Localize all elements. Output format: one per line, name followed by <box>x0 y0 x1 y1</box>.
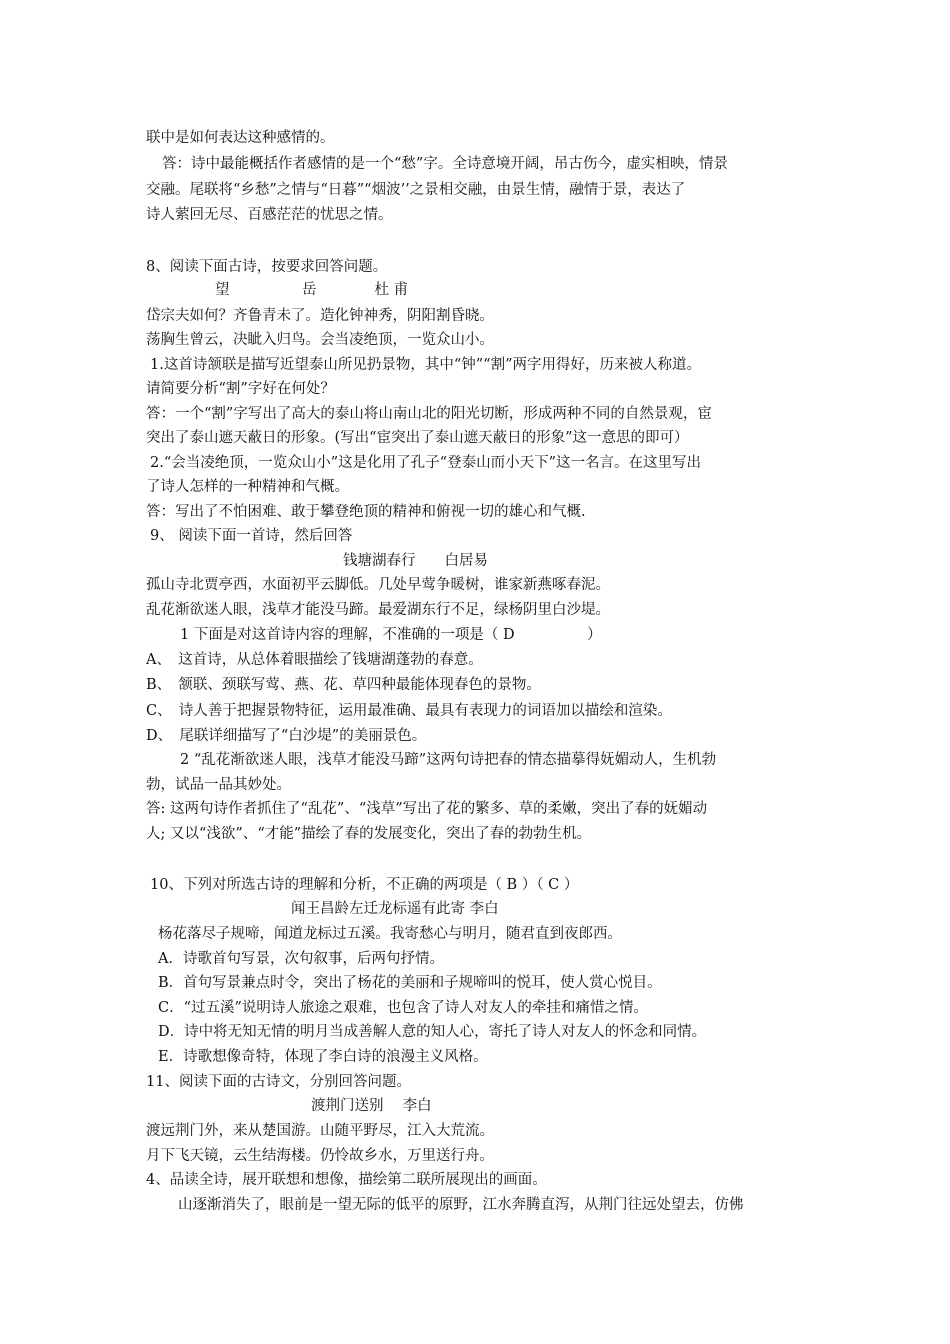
text-line: 人; 又以“浅欲”、“才能”描绘了春的发展变化，突出了春的勃勃生机。 <box>146 826 592 842</box>
sub-question: 2.“会当凌绝顶，一览众山小”这是化用了孔子“登泰山而小天下”这一名言。在这里写出 <box>150 455 701 471</box>
text-line: 请简要分析“割”字好在何处？ <box>146 381 335 397</box>
text-line: 突出了泰山遮天蔽日的形象。(写出“宦突出了泰山遮天蔽日的形象”这一意思的即可） <box>146 430 689 446</box>
option-b: B．首句写景兼点时令，突出了杨花的美丽和子规啼叫的悦耳，使人赏心悦目。 <box>158 975 662 991</box>
poem-line: 月下飞天镜，云生结海楼。仍怜故乡水，万里送行舟。 <box>146 1148 494 1164</box>
answer-line: 答：诗中最能概括作者感情的是一个“愁”字。全诗意境开阔，吊古伤今，虚实相映，情景 <box>162 156 728 172</box>
poem-line: 岱宗夫如何？齐鲁青未了。造化钟神秀，阴阳割昏晓。 <box>146 308 494 324</box>
option-e: E．诗歌想像奇特，体现了李白诗的浪漫主义风格。 <box>158 1049 488 1065</box>
poem-line: 杨花落尽子规啼，闻道龙标过五溪。我寄愁心与明月，随君直到夜郎西。 <box>158 926 622 942</box>
answer-line: 答：写出了不怕困难、敢于攀登绝顶的精神和俯视一切的雄心和气概. <box>146 504 586 520</box>
question-heading: 8、阅读下面古诗，按要求回答问题。 <box>146 259 388 275</box>
poem-line: 渡远荆门外，来从楚国游。山随平野尽，江入大荒流。 <box>146 1123 494 1139</box>
answer-line: 答: 这两句诗作者抓住了“乱花”、“浅草”写出了花的繁多、草的柔嫩，突出了春的妩媚动 <box>146 801 708 817</box>
question-heading: 9、 阅读下面一首诗，然后回答 <box>150 528 353 544</box>
option-d: D、 尾联详细描写了“白沙堤”的美丽景色。 <box>146 728 427 744</box>
question-heading: 10、下列对所选古诗的理解和分析，不正确的两项是（ B ）（ C ） <box>150 877 579 893</box>
option-a: A、 这首诗，从总体着眼描绘了钱塘湖蓬勃的春意。 <box>146 652 483 668</box>
option-c: C、 诗人善于把握景物特征，运用最准确、最具有表现力的词语加以描绘和渲染。 <box>146 703 672 719</box>
poem-title: 闻王昌龄左迁龙标遥有此寄 李白 <box>291 901 499 917</box>
text-line: 交融。尾联将“乡愁”之情与“日暮”“烟波’’之景相交融，由景生情，融情于景，表达了 <box>146 182 686 198</box>
option-a: A．诗歌首句写景，次句叙事，后两句抒情。 <box>158 951 444 967</box>
option-c: C．“过五溪”说明诗人旅途之艰难，也包含了诗人对友人的牵挂和痛惜之情。 <box>158 1000 648 1016</box>
question-heading: 11、阅读下面的古诗文，分别回答问题。 <box>146 1074 411 1090</box>
sub-question: 4、品读全诗，展开联想和想像，描绘第二联所展现出的画面。 <box>146 1172 547 1188</box>
poem-line: 孤山寺北贾亭西，水面初平云脚低。几处早莺争暖树，谁家新燕啄春泥。 <box>146 577 610 593</box>
sub-question: 1.这首诗颔联是描写近望泰山所见扔景物，其中“钟”“割”两字用得好，历来被人称道。 <box>150 357 701 373</box>
poem-line: 荡胸生曾云，决眦入归鸟。会当凌绝顶，一览众山小。 <box>146 332 494 348</box>
sub-question: 1 下面是对这首诗内容的理解，不准确的一项是（ D ） <box>180 627 602 643</box>
text-line: 勃，试品一品其妙处。 <box>146 777 291 793</box>
option-b: B、 颔联、颈联写莺、燕、花、草四种最能体现春色的景物。 <box>146 677 541 693</box>
poem-line: 乱花渐欲迷人眼，浅草才能没马蹄。最爱湖东行不足，绿杨阴里白沙堤。 <box>146 602 610 618</box>
option-d: D．诗中将无知无情的明月当成善解人意的知人心，寄托了诗人对友人的怀念和同情。 <box>158 1024 707 1040</box>
sub-question: 2 “乱花渐欲迷人眼，浅草才能没马蹄”这两句诗把春的情态描摹得妩媚动人，生机勃 <box>180 752 717 768</box>
poem-title: 钱塘湖春行 白居易 <box>343 553 488 569</box>
text-line: 了诗人怎样的一种精神和气概。 <box>146 479 349 495</box>
answer-line: 答：一个“割”字写出了高大的泰山将山南山北的阳光切断，形成两种不同的自然景观，宦 <box>146 406 712 422</box>
text-line: 诗人萦回无尽、百感茫茫的忧思之情。 <box>146 207 393 223</box>
text-line: 联中是如何表达这种感情的。 <box>146 130 335 146</box>
poem-title: 渡荆门送别 李白 <box>311 1098 432 1114</box>
poem-title: 望 岳 杜 甫 <box>215 282 409 298</box>
answer-line: 山逐渐消失了，眼前是一望无际的低平的原野，江水奔腾直泻，从荆门往远处望去，仿佛 <box>178 1197 744 1213</box>
